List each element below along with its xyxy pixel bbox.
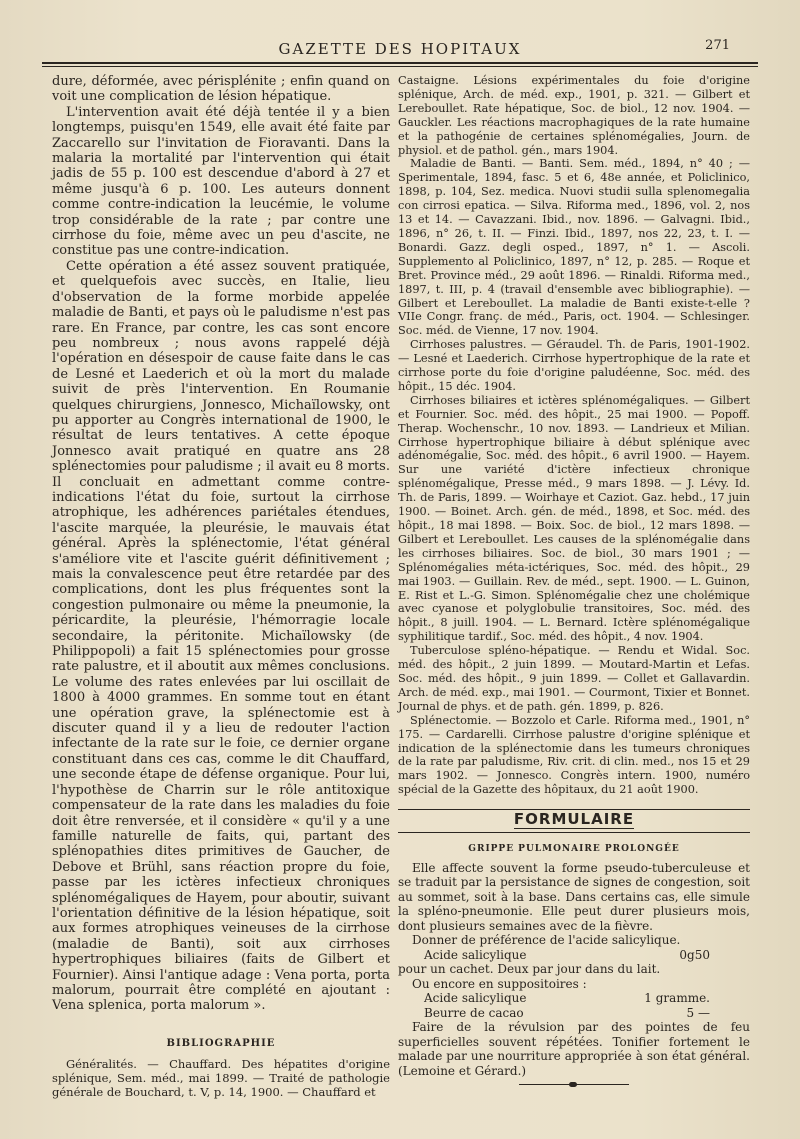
header-rule — [42, 62, 758, 64]
prescription-line — [398, 1006, 750, 1021]
page-number: 271 — [705, 38, 730, 53]
bibliography-entry: Cirrhoses palustres. — Géraudel. Th. de Paris, 1901-1902. — Lesné et Laederich. Cirrhose hypertrophique de la rate et cirrhose porte du foie d'origine paludéenne, Soc. méd. des hôpit., 15 déc. 1904. — [398, 338, 750, 393]
prescription-name: Acide salicylique — [424, 947, 527, 962]
formulaire-line: pour un cachet. Deux par jour dans du lait. — [398, 962, 661, 977]
formulaire-intro: Elle affecte souvent la forme pseudo-tuberculeuse et se traduit par la persistance de signes de congestion, soit au sommet, soit à la base. Dans certains cas, elle simule la spléno-pneumonie. Elle peut durer plusieurs mois, dont plusieurs semaines avec de la fièvre. — [398, 860, 750, 933]
formulaire-line: Donner de préférence de l'acide salicylique. — [412, 933, 681, 948]
bibliography-entry: Tuberculose spléno-hépatique. — Rendu et Widal. Soc. méd. des hôpit., 2 juin 1899. — Moutard-Martin et Lefas. Soc. méd. des hôpit., 9 juin 1899. — Collet et Gallavardin. Arch. de méd. exp., mai 1901. — Courmont, Tixier et Bonnet. Journal de phys. et de path. gén. 1899, p. 826. — [398, 644, 750, 713]
bibliography-text: Généralités. — Chauffard. Des hépatites d'origine splénique, Sem. méd., mai 1899. — Traité de pathologie générale de Bouchard, t. V, p. 14, 1900. — Chauffard et — [52, 1057, 390, 1100]
paragraph: Cette opération a été assez souvent pratiquée, et quelquefois avec succès, en Italie, lieu d'observation de la forme morbide appelée maladie de Banti, et pays où le paludisme n'est pas rare. En France, par contre, les cas sont encore peu nombreux ; nous avons rappelé déjà l'opération en désespoir de cause faite dans le cas de Lesné et Laederich et où la mort du malade suivit de près l'intervention. En Roumanie quelques chirurgiens, Jonnesco, Michaïlowsky, ont pu apporter au Congrès international de 1900, le résultat de leurs tentatives. A cette époque Jonnesco avait pratiqué en quatre ans 28 splénectomies pour paludisme ; il avait eu 8 morts. Il concluait en admettant comme contre-indications l'état du foie, surtout la cirrhose atrophique, les adhérences pariétales étendues, l'ascite marquée, la pleurésie, le mauvais état général. Après la splénectomie, l'état général s'améliore vite et l'ascite guérit définitivement ; mais la convalescence peut être retardée par des complications, dont les plus fréquentes sont la congestion pulmonaire ou même la pneumonie, la péricardite, la pleurésie, l'hémorragie locale secondaire, la péritonite. Michaïlowsky (de Philippopoli) a fait 15 splénectomies pour grosse rate palustre, et il aboutit aux mêmes conclusions. Le volume des rates enlevées par lui oscillait de 1800 à 4000 grammes. En somme tout en étant une opération grave, la splénectomie est à discuter quand il y a lieu de redouter l'action infectante de la rate sur le foie, ce dernier organe constituant dans ces cas, comme le dit Chauffard, une seconde étape de défense organique. Pour lui, l'hypothèse de Charrin sur le rôle antitoxique compensateur de la rate dans les maladies du foie doit être renversée, et il considère « qu'il y a une famille naturelle de faits, qui, partant des splénopathies dites primitives de Gaucher, de Debove et Brühl, sans réaction propre du foie, passe par les ictères infectieux chroniques splénomégaliques de Hayem, pour aboutir, suivant l'orientation définitive de la lésion hépatique, soit aux formes atrophiques veineuses de la cirrhose (maladie de Banti), soit aux cirrhoses hypertrophiques biliaires (faits de Gilbert et Fournier). Ainsi l'antique adage : Vena porta, porta malorum, pourrait être complété en ajoutant : Vena splenica, porta malorum ». — [52, 258, 390, 1014]
bibliography-entry: Castaigne. Lésions expérimentales du foie d'origine splénique, Arch. de méd. exp., 1901, p. 321. — Gilbert et Lereboullet. Rate hépatique, Soc. de biol., 12 nov. 1904. — Gauckler. Les réactions macrophagiques de la rate humaine et la pathogénie de certaines splénomégalies, Journ. de physiol. et de pathol. gén., mars 1904. — [398, 74, 750, 157]
bibliography-entry: Cirrhoses biliaires et ictères splénomégaliques. — Gilbert et Fournier. Soc. méd. des hôpit., 25 mai 1900. — Popoff. Therap. Wochenschr., 10 nov. 1893. — Landrieux et Milian. Cirrhose hypertrophique biliaire à début splénique avec adénomégalie, Soc. méd. des hôpit., 6 avril 1900. — Hayem. Sur une variété d'ictère infectieux chronique splénomégalique, Presse méd., 9 mars 1898. — J. Lévy. Id. Th. de Paris, 1899. — Woirhaye et Caziot. Gaz. hebd., 17 juin 1900. — Boinet. Arch. gén. de méd., 1898, et Soc. méd. des hôpit., 18 mai 1898. — Boix. Soc. de biol., 12 mars 1898. — Gilbert et Lereboullet. Les causes de la splénomégalie dans les cirrhoses biliaires. Soc. de biol., 30 mars 1901 ; — Splénomégalies méta-ictériques, Soc. méd. des hôpit., 29 mai 1903. — Guillain. Rev. de méd., sept. 1900. — L. Guinon, E. Rist et L.-G. Simon. Splénomégalie chez une cholémique avec cyanose et polyglobulie transitoires, Soc. méd. des hôpit., 8 juill. 1904. — L. Bernard. Ictère splénomégalique syphilitique tardif., Soc. méd. des hôpit., 4 nov. 1904. — [398, 393, 750, 644]
header-rule-thin — [42, 66, 758, 67]
formulaire-body — [398, 861, 750, 1090]
prescription-line — [398, 991, 750, 1006]
formulaire-closing: Faire de la révulsion par des pointes de feu superficielles souvent répétées. Tonifier fortement le malade par une nourriture appropriée à son état général. (Lemoine et Gérard.) — [398, 1020, 750, 1078]
paragraph: L'intervention avait été déjà tentée il y a bien longtemps, puisqu'en 1549, elle avait été faite par Zaccarello sur l'invitation de Fioravanti. Dans la malaria la mortalité par l'intervention qui était jadis de 55 p. 100 est descendue d'abord à 27 et même jusqu'à 6 p. 100. Les auteurs donnent comme contre-indication la leucémie, le volume trop considérable de la rate ; par contre une cirrhose du foie, même avec un peu d'ascite, ne constitue pas une contre-indication. — [52, 104, 390, 259]
prescription-dose: 1 gramme. — [644, 991, 710, 1006]
prescription-name: Acide salicylique — [424, 991, 527, 1006]
prescription-line — [398, 948, 750, 963]
formulaire-line: Ou encore en suppositoires : — [412, 976, 587, 991]
prescription-dose: 5 — — [686, 1005, 710, 1020]
left-column — [52, 74, 390, 1099]
prescription-name: Beurre de cacao — [424, 1005, 524, 1020]
prescription-dose: 0g50 — [679, 947, 710, 962]
bibliography-entry: Maladie de Banti. — Banti. Sem. méd., 1894, n° 40 ; — Sperimentale, 1894, fasc. 5 et 6, 48e année, et Policlinico, 1898, p. 104, Sez. medica. Nuovi studii sulla splenomegalia con cirrosi epatica. — Silva. Riforma med., 1896, vol. 2, nos 13 et 14. — Cavazzani. Ibid., nov. 1896. — Galvagni. Ibid., 1896, n° 26, t. II. — Finzi. Ibid., 1897, nos 22, 23, t. I. — Bonardi. Gazz. degli osped., 1897, n° 1. — Ascoli. Supplemento al Policlinico, 1897, n° 12, p. 285. — Roque et Bret. Province méd., 29 août 1896. — Rinaldi. Riforma med., 1897, t. III, p. 4 (travail d'ensemble avec bibliographie). — Gilbert et Lereboullet. La maladie de Banti existe-t-elle ? VIIe Congr. franç. de méd., Paris, oct. 1904. — Schlesinger. Soc. méd. de Vienne, 17 nov. 1904. — [398, 157, 750, 338]
end-ornament — [519, 1084, 629, 1089]
journal-title: GAZETTE DES HOPITAUX — [278, 40, 522, 58]
paragraph: dure, déformée, avec périsplénite ; enfin quand on voit une complication de lésion hépatique. — [52, 74, 390, 105]
formulaire-subtitle: GRIPPE PULMONAIRE PROLONGÉE — [468, 844, 680, 855]
bibliography-heading: BIBLIOGRAPHIE — [166, 1037, 276, 1049]
formulaire-title: FORMULAIRE — [513, 810, 635, 829]
formulaire-banner — [398, 809, 750, 833]
bibliography-entry: Splénectomie. — Bozzolo et Carle. Riforma med., 1901, n° 175. — Cardarelli. Cirrhose palustre d'origine splénique et indication de la splénectomie dans les tumeurs chroniques de la rate par paludisme, Riv. crit. di clin. med., nos 15 et 29 mars 1902. — Jonnesco. Congrès intern. 1900, numéro spécial de la Gazette des hôpitaux, du 21 août 1900. — [398, 713, 750, 797]
right-column — [398, 74, 750, 1089]
